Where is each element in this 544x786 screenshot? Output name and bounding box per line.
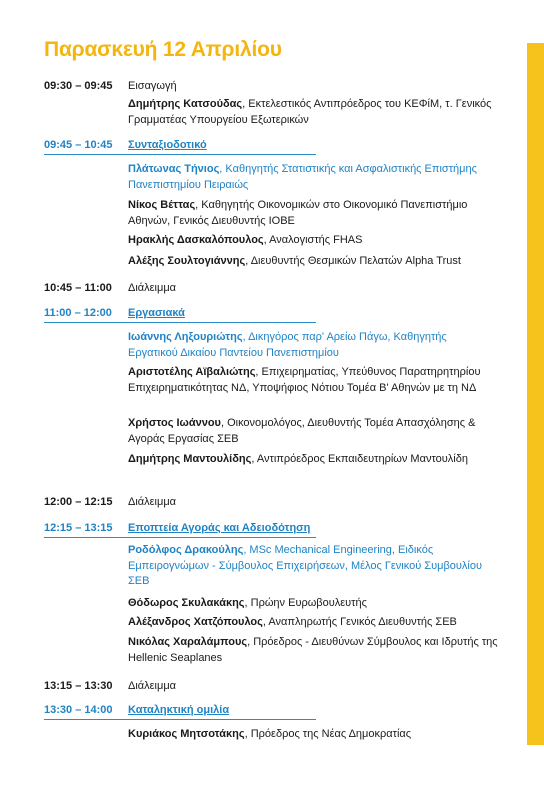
speaker-entry: [128, 596, 498, 612]
speaker-name: Νικόλας Χαραλάμπους: [128, 636, 248, 648]
schedule-slot: [44, 78, 514, 94]
speaker-name: Πλάτωνας Τήνιος: [128, 163, 220, 175]
speaker-role: , Καθηγητής Στατιστικής και Ασφαλιστικής Επιστήμης Πανεπιστημίου Πειραιώς: [128, 163, 477, 191]
speaker-entry: [128, 543, 498, 590]
speaker-role: , MSc Mechanical Engineering, Ειδικός Εμπειρογνώμων - Σύμβουλος Επιχειρήσεων, Μέλος Γενικού Συμβουλίου ΣΕΒ: [128, 544, 482, 587]
speaker-role: , Αναπληρωτής Γενικός Διευθυντής ΣΕΒ: [262, 616, 457, 628]
speaker-name: Ηρακλής Δασκαλόπουλος: [128, 234, 264, 246]
slot-label: Διάλειμμα: [128, 282, 177, 294]
speaker-role: , Οικονομολόγος, Διευθυντής Τομέα Απασχόλησης & Αγοράς Εργασίας ΣΕΒ: [128, 417, 476, 445]
speaker-entry: [128, 330, 498, 361]
speaker-entry: [128, 97, 498, 128]
session-slot: [44, 305, 514, 323]
session-slot: [44, 137, 514, 155]
slot-label: Διάλειμμα: [128, 496, 177, 508]
speaker-role: , Καθηγητής Οικονομικών στο Οικονομικό Πανεπιστήμιο Αθηνών, Γενικός Διευθυντής ΙΟΒΕ: [128, 199, 468, 227]
slot-time: 13:15 – 13:30: [44, 680, 113, 692]
slot-time: 11:00 – 12:00: [44, 307, 112, 319]
session-title: Εργασιακά: [128, 307, 185, 319]
speaker-name: Ιωάννης Ληξουριώτης: [128, 331, 243, 343]
speaker-entry: [128, 198, 498, 229]
speaker-name: Κυριάκος Μητσοτάκης: [128, 728, 245, 740]
speaker-name: Αριστοτέλης Αϊβαλιώτης: [128, 366, 256, 378]
speaker-entry: [128, 416, 498, 447]
slot-label: Εισαγωγή: [128, 80, 177, 92]
session-slot: [44, 520, 514, 538]
break-slot: [44, 678, 514, 694]
speaker-name: Αλέξανδρος Χατζόπουλος: [128, 616, 263, 628]
slot-label: Διάλειμμα: [128, 680, 177, 692]
speaker-role: , Επιχειρηματίας, Υπεύθυνος Παρατηρητηρίου Επιχειρηματικότητας ΝΔ, Υποψήφιος Νότιου Τομέα Β' Αθηνών με τη ΝΔ: [128, 366, 481, 394]
speaker-name: Αλέξης Σουλτογιάννης: [128, 255, 246, 267]
speaker-role: , Πρόεδρος της Νέας Δημοκρατίας: [244, 728, 412, 740]
speaker-entry: [128, 452, 498, 468]
slot-time: 12:00 – 12:15: [44, 496, 113, 508]
session-title: Καταληκτική ομιλία: [128, 704, 230, 716]
speaker-entry: [128, 635, 498, 666]
speaker-name: Θόδωρος Σκυλακάκης: [128, 597, 245, 609]
speaker-role: , Διευθυντής Θεσμικών Πελατών Alpha Trust: [245, 255, 461, 267]
slot-time: 09:30 – 09:45: [44, 80, 113, 92]
speaker-name: Ροδόλφος Δρακούλης: [128, 544, 244, 556]
session-title: Συνταξιοδοτικό: [128, 139, 207, 151]
break-slot: [44, 494, 514, 510]
speaker-entry: [128, 365, 498, 396]
speaker-name: Νίκος Βέττας: [128, 199, 196, 211]
speaker-entry: [128, 727, 498, 743]
speaker-entry: [128, 615, 498, 631]
speaker-entry: [128, 162, 498, 193]
speaker-role: , Δικηγόρος παρ' Αρείω Πάγω, Καθηγητής Εργατικού Δικαίου Παντείου Πανεπιστημίου: [128, 331, 447, 359]
session-title: Εποπτεία Αγοράς και Αδειοδότηση: [128, 522, 311, 534]
speaker-role: , Πρώην Ευρωβουλευτής: [244, 597, 367, 609]
break-slot: [44, 280, 514, 296]
speaker-role: , Αναλογιστής FHAS: [263, 234, 363, 246]
speaker-entry: [128, 254, 498, 270]
speaker-name: Δημήτρης Κατσούδας: [128, 98, 243, 110]
slot-time: 12:15 – 13:15: [44, 522, 113, 534]
speaker-role: , Πρόεδρος - Διευθύνων Σύμβουλος και Ιδρυτής της Hellenic Seaplanes: [128, 636, 498, 664]
page-title: Παρασκευή 12 Απριλίου: [44, 38, 282, 61]
yellow-accent-bar: [527, 43, 544, 745]
speaker-name: Χρήστος Ιωάννου: [128, 417, 221, 429]
speaker-name: Δημήτρης Μαντουλίδης: [128, 453, 252, 465]
slot-time: 09:45 – 10:45: [44, 139, 113, 151]
slot-time: 10:45 – 11:00: [44, 282, 112, 294]
session-slot: [44, 702, 514, 720]
speaker-role: , Αντιπρόεδρος Εκπαιδευτηρίων Μαντουλίδη: [251, 453, 468, 465]
slot-time: 13:30 – 14:00: [44, 704, 113, 716]
speaker-role: , Εκτελεστικός Αντιπρόεδρος του ΚΕΦίΜ, τ. Γενικός Γραμματέας Υπουργείου Εξωτερικών: [128, 98, 492, 126]
speaker-entry: [128, 233, 498, 249]
